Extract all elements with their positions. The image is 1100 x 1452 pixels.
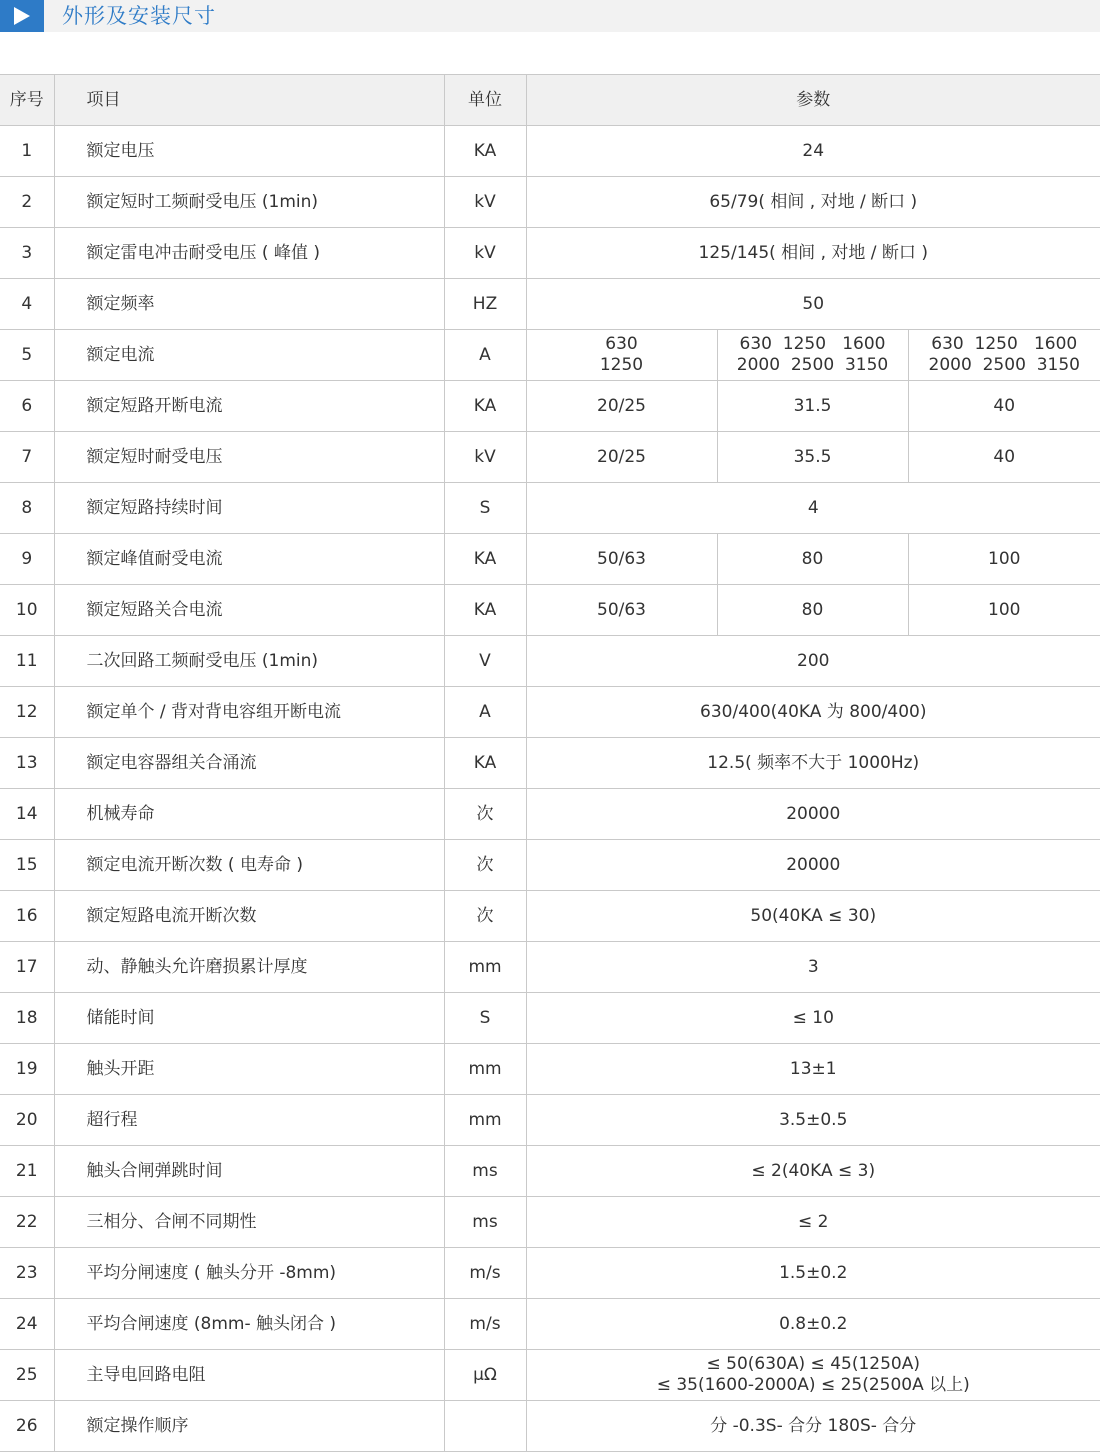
row-number: 3	[0, 228, 54, 279]
row-number: 1	[0, 126, 54, 177]
row-number: 14	[0, 789, 54, 840]
row-value-line: 50/63	[527, 549, 717, 570]
row-item: 额定频率	[54, 279, 444, 330]
table-row	[0, 636, 1100, 687]
row-number: 24	[0, 1299, 54, 1350]
table-body	[0, 126, 1100, 1452]
row-item: 超行程	[54, 1095, 444, 1146]
row-unit: m/s	[444, 1299, 526, 1350]
table-row	[0, 840, 1100, 891]
row-value: 0.8±0.2	[526, 1299, 1100, 1350]
table-row	[0, 687, 1100, 738]
column-header-item: 项目	[54, 75, 444, 126]
row-value-line: 2000 2500 3150	[909, 355, 1100, 376]
row-value-line: 100	[909, 549, 1100, 570]
row-value-line: 50/63	[527, 600, 717, 621]
row-value	[908, 585, 1100, 636]
column-header-params: 参数	[526, 75, 1100, 126]
row-value: 65/79( 相间 , 对地 / 断口 )	[526, 177, 1100, 228]
row-item: 二次回路工频耐受电压 (1min)	[54, 636, 444, 687]
row-number: 16	[0, 891, 54, 942]
row-value-line: ≤ 50(630A) ≤ 45(1250A)	[527, 1354, 1100, 1375]
row-value-line: 2000 2500 3150	[718, 355, 908, 376]
row-value	[526, 432, 717, 483]
table-row	[0, 381, 1100, 432]
table-row	[0, 789, 1100, 840]
row-item: 额定短路持续时间	[54, 483, 444, 534]
row-unit: 次	[444, 840, 526, 891]
row-value: ≤ 10	[526, 993, 1100, 1044]
row-item: 储能时间	[54, 993, 444, 1044]
row-value: 50(40KA ≤ 30)	[526, 891, 1100, 942]
row-number: 21	[0, 1146, 54, 1197]
row-value	[717, 381, 908, 432]
row-unit: KA	[444, 534, 526, 585]
row-unit: HZ	[444, 279, 526, 330]
row-number: 12	[0, 687, 54, 738]
row-value-line: 20/25	[527, 396, 717, 417]
row-number: 19	[0, 1044, 54, 1095]
row-item: 额定电流	[54, 330, 444, 381]
row-unit: S	[444, 483, 526, 534]
table-row	[0, 228, 1100, 279]
row-value: 4	[526, 483, 1100, 534]
row-item: 触头合闸弹跳时间	[54, 1146, 444, 1197]
row-value	[526, 585, 717, 636]
row-item: 额定电流开断次数 ( 电寿命 )	[54, 840, 444, 891]
row-item: 额定峰值耐受电流	[54, 534, 444, 585]
row-item: 额定短路电流开断次数	[54, 891, 444, 942]
row-item: 额定电容器组关合涌流	[54, 738, 444, 789]
play-arrow-icon	[0, 0, 44, 32]
row-number: 9	[0, 534, 54, 585]
row-item: 额定短时工频耐受电压 (1min)	[54, 177, 444, 228]
section-header	[0, 0, 1100, 32]
row-unit: mm	[444, 942, 526, 993]
table-row	[0, 891, 1100, 942]
row-item: 额定短时耐受电压	[54, 432, 444, 483]
row-unit: kV	[444, 228, 526, 279]
table-row	[0, 1401, 1100, 1452]
row-number: 4	[0, 279, 54, 330]
table-row	[0, 1146, 1100, 1197]
row-unit: 次	[444, 789, 526, 840]
row-number: 11	[0, 636, 54, 687]
row-value: 13±1	[526, 1044, 1100, 1095]
row-unit: KA	[444, 738, 526, 789]
row-item: 额定单个 / 背对背电容组开断电流	[54, 687, 444, 738]
row-value	[717, 330, 908, 381]
row-value-line: 100	[909, 600, 1100, 621]
row-number: 20	[0, 1095, 54, 1146]
row-number: 23	[0, 1248, 54, 1299]
table-row	[0, 534, 1100, 585]
row-number: 7	[0, 432, 54, 483]
table-row	[0, 432, 1100, 483]
row-unit: S	[444, 993, 526, 1044]
row-number: 15	[0, 840, 54, 891]
table-row	[0, 1350, 1100, 1401]
row-number: 22	[0, 1197, 54, 1248]
row-value: 20000	[526, 789, 1100, 840]
row-unit: A	[444, 687, 526, 738]
row-unit: KA	[444, 126, 526, 177]
row-value: 50	[526, 279, 1100, 330]
table-row	[0, 177, 1100, 228]
row-item: 三相分、合闸不同期性	[54, 1197, 444, 1248]
table-row	[0, 279, 1100, 330]
row-value-line: 630 1250 1600	[718, 334, 908, 355]
row-value-line: 31.5	[718, 396, 908, 417]
row-value: 分 -0.3S- 合分 180S- 合分	[526, 1401, 1100, 1452]
table-row	[0, 993, 1100, 1044]
row-value-line: 630	[527, 334, 717, 355]
row-value	[908, 432, 1100, 483]
row-number: 17	[0, 942, 54, 993]
row-value-line: ≤ 35(1600-2000A) ≤ 25(2500A 以上)	[527, 1375, 1100, 1396]
table-row	[0, 1044, 1100, 1095]
row-value: 200	[526, 636, 1100, 687]
row-value-line: 80	[718, 549, 908, 570]
row-unit: m/s	[444, 1248, 526, 1299]
row-value-line: 80	[718, 600, 908, 621]
row-value-line: 630 1250 1600	[909, 334, 1100, 355]
row-value-line: 40	[909, 447, 1100, 468]
row-unit: ms	[444, 1146, 526, 1197]
row-unit: 次	[444, 891, 526, 942]
row-item: 触头开距	[54, 1044, 444, 1095]
row-item: 额定短路开断电流	[54, 381, 444, 432]
table-row	[0, 1299, 1100, 1350]
row-value: 24	[526, 126, 1100, 177]
row-value: 3.5±0.5	[526, 1095, 1100, 1146]
row-item: 机械寿命	[54, 789, 444, 840]
row-unit: KA	[444, 381, 526, 432]
row-item: 额定雷电冲击耐受电压 ( 峰值 )	[54, 228, 444, 279]
row-value	[717, 432, 908, 483]
row-item: 额定短路关合电流	[54, 585, 444, 636]
row-value: 3	[526, 942, 1100, 993]
row-number: 2	[0, 177, 54, 228]
row-unit: V	[444, 636, 526, 687]
row-unit: ms	[444, 1197, 526, 1248]
row-unit: μΩ	[444, 1350, 526, 1401]
row-number: 5	[0, 330, 54, 381]
row-value-line: 35.5	[718, 447, 908, 468]
row-item: 主导电回路电阻	[54, 1350, 444, 1401]
row-unit: mm	[444, 1044, 526, 1095]
table-row	[0, 585, 1100, 636]
row-value-line: 1250	[527, 355, 717, 376]
row-item: 平均合闸速度 (8mm- 触头闭合 )	[54, 1299, 444, 1350]
row-number: 8	[0, 483, 54, 534]
table-row	[0, 1095, 1100, 1146]
row-value: ≤ 2(40KA ≤ 3)	[526, 1146, 1100, 1197]
table-row	[0, 1248, 1100, 1299]
row-value: 1.5±0.2	[526, 1248, 1100, 1299]
row-value: 125/145( 相间 , 对地 / 断口 )	[526, 228, 1100, 279]
row-value	[526, 1350, 1100, 1401]
row-unit: kV	[444, 432, 526, 483]
table-row	[0, 942, 1100, 993]
row-value: 12.5( 频率不大于 1000Hz)	[526, 738, 1100, 789]
row-value	[526, 330, 717, 381]
row-unit: mm	[444, 1095, 526, 1146]
row-item: 额定操作顺序	[54, 1401, 444, 1452]
row-number: 25	[0, 1350, 54, 1401]
row-unit: kV	[444, 177, 526, 228]
table-row	[0, 330, 1100, 381]
table-row	[0, 483, 1100, 534]
row-value	[526, 381, 717, 432]
row-value	[908, 534, 1100, 585]
row-item: 动、静触头允许磨损累计厚度	[54, 942, 444, 993]
row-number: 6	[0, 381, 54, 432]
table-header-row	[0, 75, 1100, 126]
row-value: 20000	[526, 840, 1100, 891]
row-unit	[444, 1401, 526, 1452]
row-value	[908, 381, 1100, 432]
column-header-no: 序号	[0, 75, 54, 126]
row-value	[526, 534, 717, 585]
row-value: ≤ 2	[526, 1197, 1100, 1248]
row-value	[908, 330, 1100, 381]
row-unit: KA	[444, 585, 526, 636]
row-number: 26	[0, 1401, 54, 1452]
row-value-line: 40	[909, 396, 1100, 417]
row-item: 平均分闸速度 ( 触头分开 -8mm)	[54, 1248, 444, 1299]
row-number: 18	[0, 993, 54, 1044]
table-row	[0, 1197, 1100, 1248]
row-value	[717, 585, 908, 636]
row-number: 10	[0, 585, 54, 636]
spec-table	[0, 74, 1100, 1452]
section-title: 外形及安装尺寸	[62, 0, 216, 32]
table-row	[0, 738, 1100, 789]
row-number: 13	[0, 738, 54, 789]
row-unit: A	[444, 330, 526, 381]
row-value: 630/400(40KA 为 800/400)	[526, 687, 1100, 738]
table-row	[0, 126, 1100, 177]
row-item: 额定电压	[54, 126, 444, 177]
column-header-unit: 单位	[444, 75, 526, 126]
row-value-line: 20/25	[527, 447, 717, 468]
row-value	[717, 534, 908, 585]
